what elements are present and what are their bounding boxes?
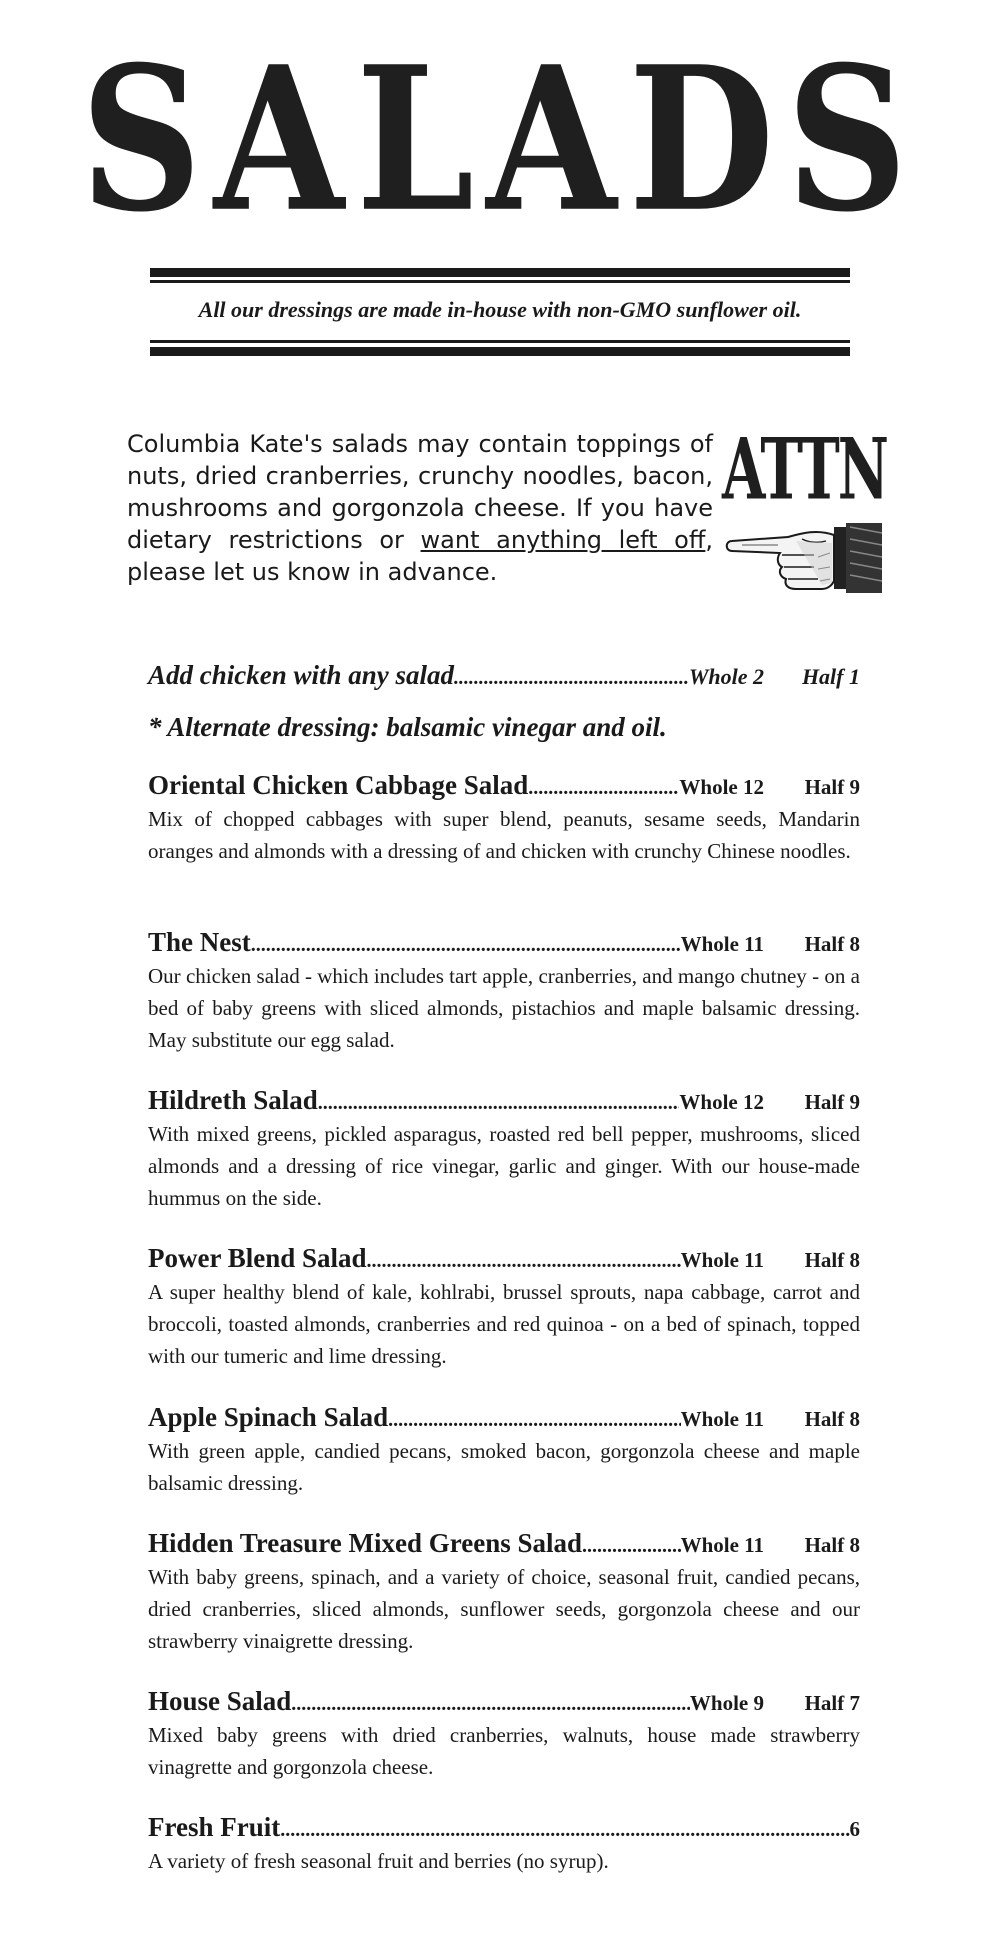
allergy-notice-text-end: , please let us know in advance. [127, 526, 713, 586]
item-header [148, 1085, 860, 1116]
item-header [148, 1812, 860, 1843]
leader-dots [582, 1535, 681, 1558]
leader-dots [318, 1092, 680, 1115]
addon-label: Add chicken with any salad [148, 660, 455, 690]
attention-word: ATTN [722, 420, 887, 520]
divider-top-thin [150, 280, 850, 283]
item-header [148, 1402, 860, 1433]
addon-half-price: Half 1 [801, 664, 860, 689]
item-name: The Nest [148, 927, 251, 957]
item-half-price: Half 8 [804, 1533, 860, 1557]
menu-item [148, 1528, 860, 1657]
attention-graphic [722, 420, 887, 603]
menu-item [148, 1686, 860, 1783]
item-description: Mixed baby greens with dried cranberries, walnuts, house made strawberry vinagrette and gorgonzola cheese. [148, 1723, 860, 1779]
item-half-price: Half 9 [804, 775, 860, 799]
item-name: House Salad [148, 1686, 292, 1716]
dressing-note: All our dressings are made in-house with non-GMO sunflower oil. [198, 297, 802, 322]
item-description: With baby greens, spinach, and a variety of choice, seasonal fruit, candied pecans, dried cranberries, sliced almonds, sunflower seeds, gorgonzola cheese and our strawberry vinaigrette dressing. [148, 1565, 860, 1653]
leader-dots [367, 1250, 681, 1273]
menu-item [148, 1243, 860, 1372]
item-description: With green apple, candied pecans, smoked bacon, gorgonzola cheese and maple balsamic dressing. [148, 1439, 860, 1495]
menu-item [148, 770, 860, 867]
item-half-price: Half 8 [804, 932, 860, 956]
allergy-notice [127, 428, 713, 588]
item-header [148, 1243, 860, 1274]
item-whole-price: Whole 12 [679, 1090, 764, 1114]
item-price: 6 [849, 1817, 860, 1841]
menu-item [148, 1812, 860, 1877]
leader-dots [388, 1409, 680, 1432]
item-half-price: Half 9 [804, 1090, 860, 1114]
item-name: Fresh Fruit [148, 1812, 281, 1842]
menu-item [148, 1402, 860, 1499]
item-half-price: Half 8 [804, 1407, 860, 1431]
item-name: Apple Spinach Salad [148, 1402, 389, 1432]
menu-item [148, 927, 860, 1056]
item-half-price: Half 7 [804, 1691, 860, 1715]
item-whole-price: Whole 11 [680, 1248, 764, 1272]
allergy-notice-underlined: want anything left off [420, 526, 706, 554]
item-name: Hildreth Salad [148, 1085, 318, 1115]
divider-top-thick [150, 268, 850, 277]
item-description: Our chicken salad - which includes tart apple, cranberries, and mango chutney - on a bed of baby greens with sliced almonds, pistachios and maple balsamic dressing. May substitute our egg salad. [148, 964, 860, 1052]
item-half-price: Half 8 [804, 1248, 860, 1272]
item-whole-price: Whole 11 [680, 1407, 764, 1431]
leader-dots [251, 934, 681, 957]
leader-dots [280, 1819, 849, 1842]
item-name: Hidden Treasure Mixed Greens Salad [148, 1528, 583, 1558]
divider-bottom-thick [150, 347, 850, 356]
item-header [148, 1528, 860, 1559]
item-whole-price: Whole 11 [680, 1533, 764, 1557]
alternate-dressing-note: * Alternate dressing: balsamic vinegar and oil. [148, 712, 667, 742]
item-description: A variety of fresh seasonal fruit and berries (no syrup). [148, 1849, 609, 1873]
addon-row [148, 660, 860, 691]
item-name: Power Blend Salad [148, 1243, 367, 1273]
item-description: With mixed greens, pickled asparagus, roasted red bell pepper, mushrooms, sliced almonds and a dressing of rice vinegar, garlic and ginger. With our house-made hummus on the side. [148, 1122, 860, 1210]
item-description: Mix of chopped cabbages with super blend, peanuts, sesame seeds, Mandarin oranges and almonds with a dressing of and chicken with crunchy Chinese noodles. [148, 807, 860, 863]
leader-dots [528, 777, 679, 800]
menu-item [148, 1085, 860, 1214]
leader-dots [291, 1693, 690, 1716]
pointing-hand-icon [722, 513, 882, 601]
item-header [148, 1686, 860, 1717]
item-description: A super healthy blend of kale, kohlrabi, brussel sprouts, napa cabbage, carrot and broccoli, toasted almonds, cranberries and red quinoa - on a bed of spinach, topped with our tumeric and lime dressing. [148, 1280, 860, 1368]
addon-whole-price: Whole 2 [688, 664, 764, 689]
item-name: Oriental Chicken Cabbage Salad [148, 770, 529, 800]
allergy-notice-text: Columbia Kate's salads may contain toppings of nuts, dried cranberries, crunchy noodles, bacon, mushrooms and gorgonzola cheese. If you have dietary restrictions or [127, 430, 713, 554]
divider-bottom-thin [150, 340, 850, 343]
item-whole-price: Whole 12 [679, 775, 764, 799]
item-whole-price: Whole 9 [689, 1691, 764, 1715]
item-header [148, 770, 860, 801]
item-whole-price: Whole 11 [680, 932, 764, 956]
leader-dots [454, 667, 689, 690]
page-title: SALADS [80, 22, 920, 256]
item-header [148, 927, 860, 958]
